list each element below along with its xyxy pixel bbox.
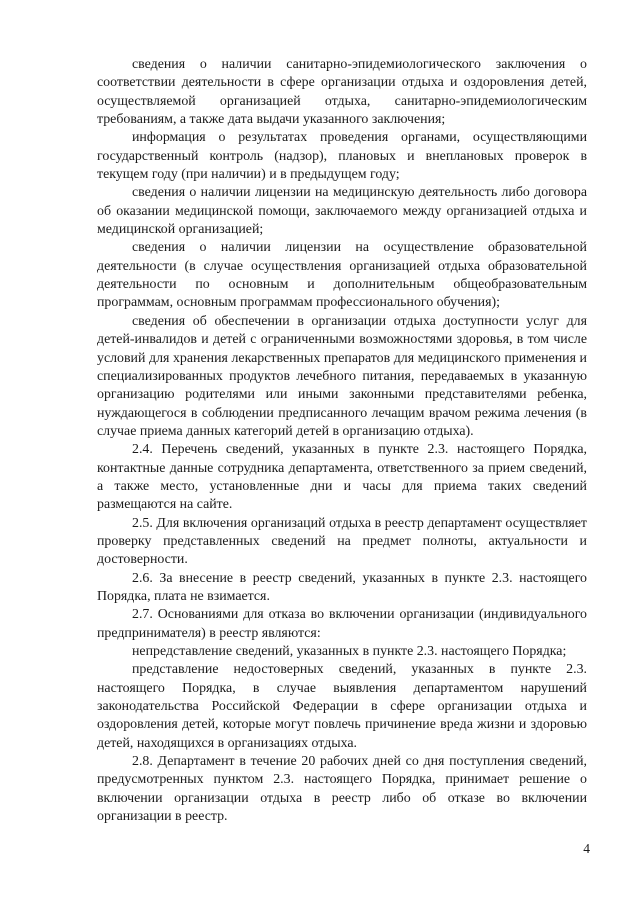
paragraph-2-4: 2.4. Перечень сведений, указанных в пункте 2.3. настоящего Порядка, контактные данные сотрудника департамента, ответственного за прием сведений, а также место, установленные дни и часы для приема таких сведений размещаются на сайте. bbox=[97, 442, 587, 513]
document-body bbox=[97, 56, 587, 826]
paragraph-medical-license: сведения о наличии лицензии на медицинскую деятельность либо договора об оказании медицинской помощи, заключаемого между организацией отдыха и медицинской организацией; bbox=[97, 185, 587, 238]
paragraph-2-8: 2.8. Департамент в течение 20 рабочих дней со дня поступления сведений, предусмотренных пунктом 2.3. настоящего Порядка, принимает решение о включении организации отдыха в реестр либо об отказе во включении организации в реестр. bbox=[97, 754, 587, 825]
paragraph-sanitary-conclusion: сведения о наличии санитарно-эпидемиологического заключения о соответствии деятельности в сфере организации отдыха и оздоровления детей, осуществляемой организацией отдыха, санитарно-эпидемиологическим требованиям, а также дата выдачи указанного заключения; bbox=[97, 57, 587, 128]
paragraph-education-license: сведения о наличии лицензии на осуществление образовательной деятельности (в случае осуществления организацией отдыха образовательной деятельности по основным и дополнительным общеобразовательным программам, основным программам профессионального обучения); bbox=[97, 240, 587, 311]
paragraph-non-submission: непредставление сведений, указанных в пункте 2.3. настоящего Порядка; bbox=[132, 644, 567, 659]
paragraph-accessibility: сведения об обеспечении в организации отдыха доступности услуг для детей-инвалидов и детей с ограниченными возможностями здоровья, в том числе условий для хранения лекарственных препаратов для медицинского применения и специализированных продуктов лечебного питания, передаваемых в указанную организацию родителями или иными законными представителями ребенка, нуждающегося в соблюдении предписанного лечащим врачом режима лечения (в случае приема данных категорий детей в организацию отдыха). bbox=[97, 313, 587, 439]
paragraph-2-6: 2.6. За внесение в реестр сведений, указанных в пункте 2.3. настоящего Порядка, плата не взимается. bbox=[97, 570, 587, 604]
paragraph-inspection-results: информация о результатах проведения органами, осуществляющими государственный контроль (надзор), плановых и внеплановых проверок в текущем году (при наличии) и в предыдущем году; bbox=[97, 130, 587, 183]
page-number: 4 bbox=[583, 841, 590, 856]
paragraph-unreliable-info: представление недостоверных сведений, указанных в пункте 2.3. настоящего Порядка, в случае выявления департаментом нарушений законодательства Российской Федерации в сфере организации отдыха и оздоровления детей, которые могут повлечь причинение вреда жизни и здоровью детей, находящихся в организациях отдыха. bbox=[97, 662, 587, 751]
paragraph-2-5: 2.5. Для включения организаций отдыха в реестр департамент осуществляет проверку представленных сведений на предмет полноты, актуальности и достоверности. bbox=[97, 515, 587, 568]
paragraph-2-7: 2.7. Основаниями для отказа во включении организации (индивидуального предпринимателя) в реестр являются: bbox=[97, 607, 587, 641]
